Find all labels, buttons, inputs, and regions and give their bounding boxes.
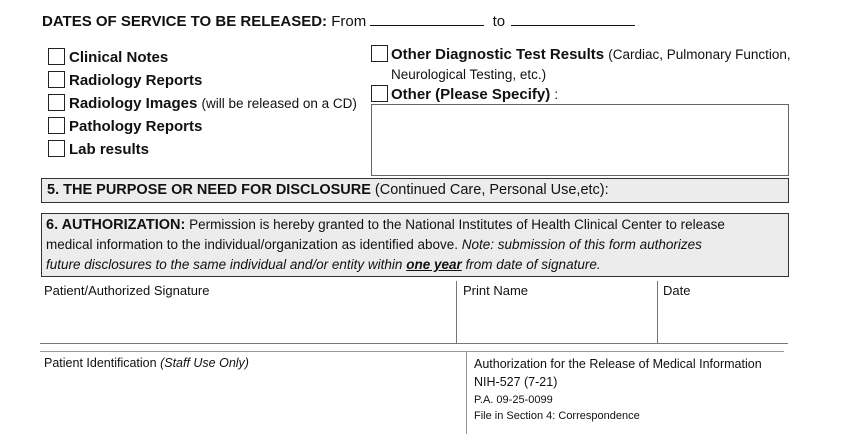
lab-results-checkbox[interactable] [48,140,65,157]
file-in-section: File in Section 4: Correspondence [474,410,640,422]
patient-signature-field[interactable] [42,300,452,342]
date-field[interactable] [661,300,787,342]
clinical-notes-label: Clinical Notes [69,49,169,66]
clinical-notes-checkbox[interactable] [48,48,65,65]
from-date-field[interactable] [370,25,484,26]
form-title: Authorization for the Release of Medical Information [474,357,762,371]
authorization-one-year: one year [406,257,462,272]
authorization-heading: 6. AUTHORIZATION: [46,217,186,233]
dates-of-service-line [42,13,635,30]
pa-number: P.A. 09-25-0099 [474,394,553,406]
authorization-line-1 [46,217,725,233]
authorization-line3-post: from date of signature. [465,257,601,272]
print-name-field[interactable] [460,300,654,342]
radiology-images-note: (will be released on a CD) [201,96,357,111]
patient-id-label: Patient Identification (Staff Use Only) [44,356,249,370]
authorization-section [41,213,789,277]
footer-vertical-line [466,352,467,434]
other-specify-checkbox[interactable] [371,85,388,102]
purpose-note: (Continued Care, Personal Use,etc): [374,182,609,198]
patient-id-note: (Staff Use Only) [160,356,249,370]
patient-signature-label: Patient/Authorized Signature [44,283,210,298]
pathology-reports-checkbox[interactable] [48,117,65,134]
other-specify-colon: : [554,87,559,102]
signature-divider-1 [456,281,457,343]
other-specify-textarea[interactable] [371,104,789,176]
other-diagnostic-tests-note: (Cardiac, Pulmonary Function, [608,47,791,62]
dates-of-service-label: DATES OF SERVICE TO BE RELEASED: [42,13,328,30]
pathology-reports-label: Pathology Reports [69,118,203,135]
print-name-label: Print Name [463,283,529,298]
purpose-heading: 5. THE PURPOSE OR NEED FOR DISCLOSURE [47,182,371,198]
date-label: Date [663,283,691,298]
to-label: to [492,13,506,30]
signature-bottom-line [40,343,788,344]
authorization-line-3 [46,257,601,272]
other-diagnostic-tests-checkbox[interactable] [371,45,388,62]
to-date-field[interactable] [511,25,635,26]
radiology-images-label: Radiology Images (will be released on a CD) [69,95,357,112]
form-number: NIH-527 (7-21) [474,375,558,389]
from-label: From [331,13,367,30]
authorization-line1-text: Permission is hereby granted to the National Institutes of Health Clinical Center to release [189,217,725,232]
radiology-reports-label: Radiology Reports [69,72,203,89]
authorization-line-2 [46,237,702,252]
authorization-note: Note: submission of this form authorizes [461,237,702,252]
purpose-section [41,178,789,203]
other-diagnostic-tests-label: Other Diagnostic Test Results (Cardiac, Pulmonary Function, [391,46,791,63]
radiology-reports-checkbox[interactable] [48,71,65,88]
other-diagnostic-tests-note-line2: Neurological Testing, etc.) [391,67,547,82]
footer-top-line [40,351,784,352]
lab-results-label: Lab results [69,141,150,158]
radiology-images-checkbox[interactable] [48,94,65,111]
purpose-text [47,182,609,198]
authorization-line2-text: medical information to the individual/organization as identified above. [46,237,459,252]
authorization-line3-pre: future disclosures to the same individual and/or entity within [46,257,403,272]
other-specify-label: Other (Please Specify) : [391,86,559,103]
signature-divider-2 [657,281,658,343]
